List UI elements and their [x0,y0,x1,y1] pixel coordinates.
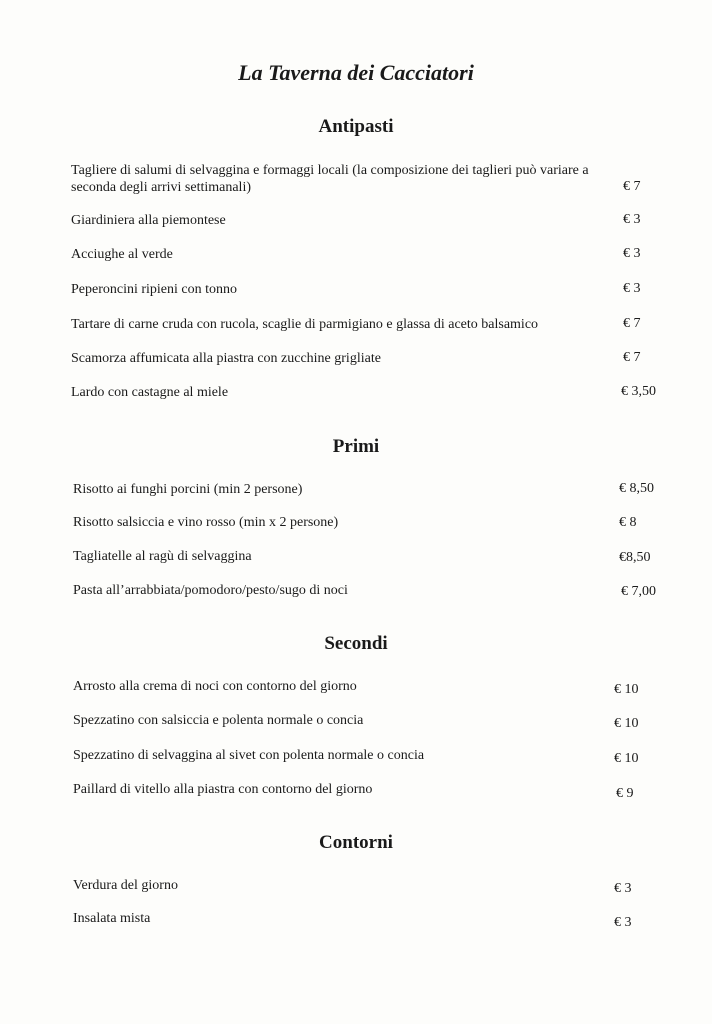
menu-item-name: Giardiniera alla piemontese [71,213,226,228]
menu-item-price: € 3,50 [621,384,656,399]
menu-item-price: € 7 [623,350,641,365]
menu-item-name: Verdura del giorno [73,878,178,893]
menu-item-name: Tagliatelle al ragù di selvaggina [73,549,252,564]
menu-item-name: Pasta all’arrabbiata/pomodoro/pesto/sugo di noci [73,583,348,598]
menu-item-name: Tartare di carne cruda con rucola, scaglie di parmigiano e glassa di aceto balsamico [71,317,539,332]
menu-item-price: € 3 [614,881,632,896]
menu-item-name: Paillard di vitello alla piastra con contorno del giorno [73,782,373,797]
section-heading: Contorni [319,832,393,853]
menu-item-name: Insalata mista [73,911,151,926]
menu-item-price: € 3 [623,281,641,296]
menu-item-name: Arrosto alla crema di noci con contorno del giorno [73,679,357,694]
menu-item-name: Risotto ai funghi porcini (min 2 persone) [73,482,303,497]
menu-item-name: Tagliere di salumi di selvaggina e formaggi locali (la composizione dei taglieri può variare a seconda degli arrivi settimanali) [71,163,589,195]
menu-item-price: € 3 [623,212,641,227]
menu-item-price: € 7 [623,316,641,331]
menu-item-price: € 3 [614,915,632,930]
menu-item-price: € 10 [614,716,639,731]
menu-title: La Taverna dei Cacciatori [238,60,474,85]
menu-item-name: Spezzatino con salsiccia e polenta normale o concia [73,713,364,728]
menu-item-price: € 10 [614,751,639,766]
menu-item-price: € 9 [616,786,634,801]
menu-item-price: € 7 [623,179,641,194]
menu-item-name: Scamorza affumicata alla piastra con zucchine grigliate [71,351,381,366]
menu-item-name: Lardo con castagne al miele [71,385,229,400]
menu-item-price: € 8,50 [619,481,654,496]
menu-item-price: € 3 [623,246,641,261]
menu-item-price: €8,50 [619,550,651,565]
menu-item-name: Spezzatino di selvaggina al sivet con polenta normale o concia [73,748,425,763]
menu-item-price: € 8 [619,515,637,530]
section-heading: Antipasti [318,116,394,137]
menu-item-price: € 10 [614,682,639,697]
menu-item-price: € 7,00 [621,584,656,599]
menu-item-name: Risotto salsiccia e vino rosso (min x 2 persone) [73,515,339,530]
section-heading: Secondi [324,633,388,654]
menu-item-name: Acciughe al verde [71,247,173,262]
menu-item-name: Peperoncini ripieni con tonno [71,282,238,297]
section-heading: Primi [332,436,380,457]
